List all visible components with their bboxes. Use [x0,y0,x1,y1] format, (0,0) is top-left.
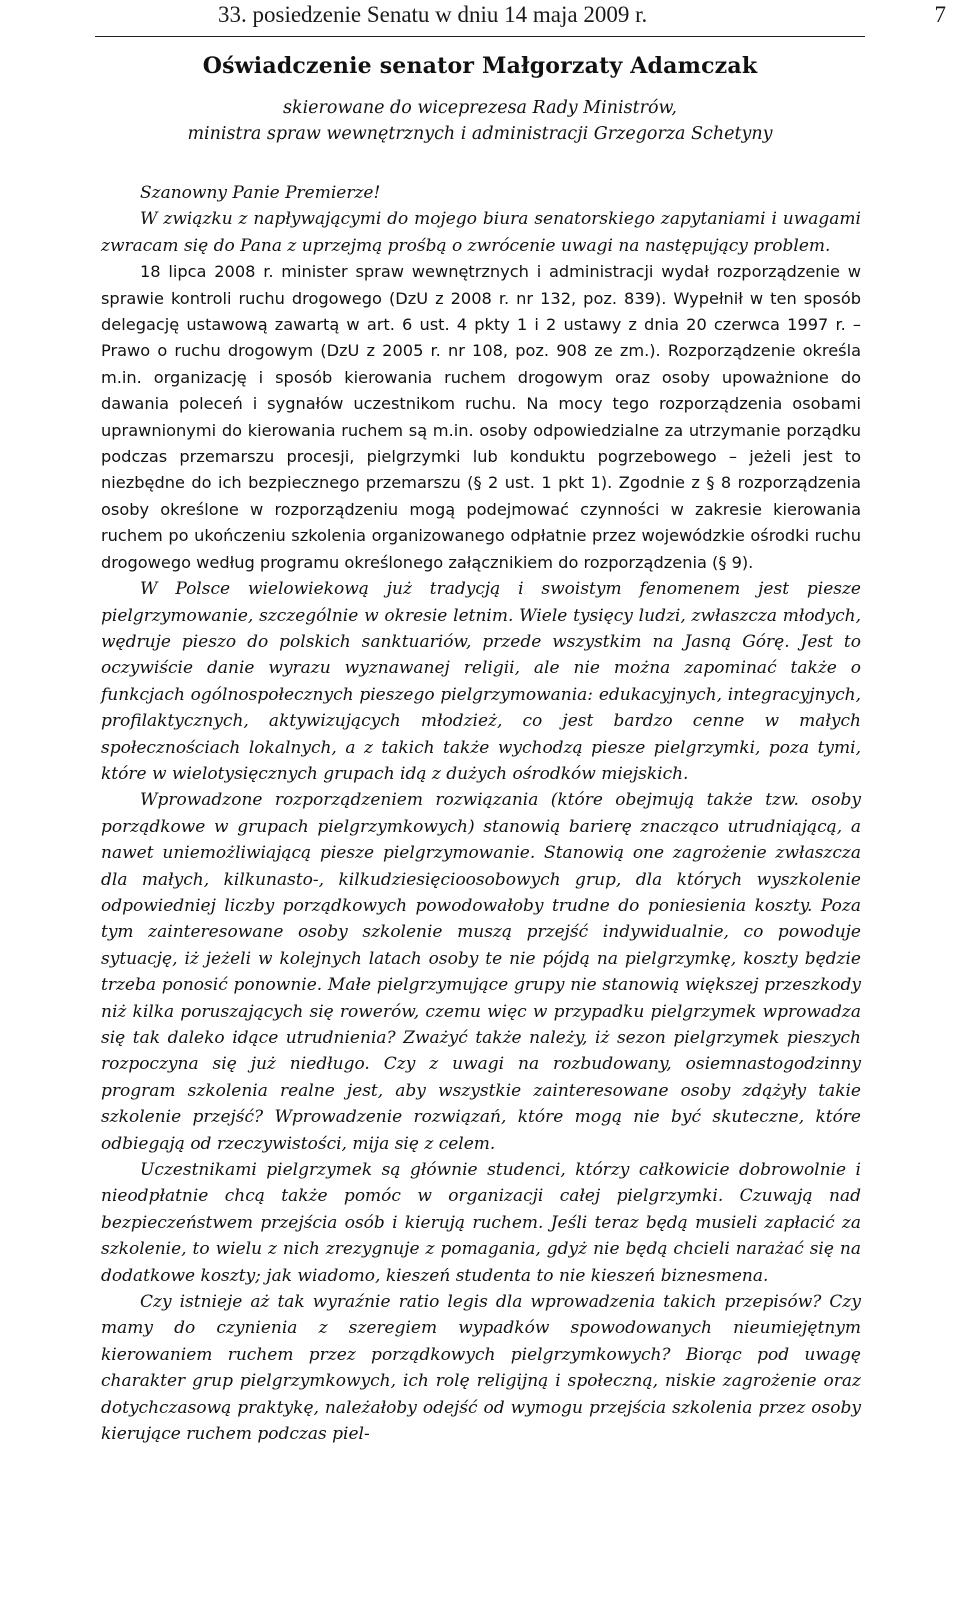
paragraph: W związku z napływającymi do mojego biura senatorskiego zapytaniami i uwagami zwracam się do Pana z uprzejmą prośbą o zwrócenie uwagi na następujący problem. [101,209,861,256]
paragraph: 18 lipca 2008 r. minister spraw wewnętrznych i administracji wydał rozporządzenie w sprawie kontroli ruchu drogowego (DzU z 2008 r. nr 132, poz. 839). Wypełnił w ten sposób delegację ustawową zawartą w art. 6 ust. 4 pkty 1 i 2 ustawy z dnia 20 czerwca 1997 r. – Prawo o ruchu drogowym (DzU z 2005 r. nr 108, poz. 908 ze zm.). Rozporządzenie określa m.in. organizację i sposób kierowania ruchem drogowym oraz osoby upoważnione do dawania poleceń i sygnałów uczestnikom ruchu. Na mocy tego rozporządzenia osobami uprawnionymi do kierowania ruchem są m.in. osoby odpowiedzialne za utrzymanie porządku podczas przemarszu procesji, pielgrzymki lub konduktu pogrzebowego – jeżeli jest to niezbędne do ich bezpiecznego przemarszu (§ 2 ust. 1 pkt 1). Zgodnie z § 8 rozporządzenia osoby określone w rozporządzeniu mogą podejmować czynności w zakresie kierowania ruchem po ukończeniu szkolenia organizowanego odpłatnie przez wojewódzkie ośrodki ruchu drogowego według programu określonego załącznikiem do rozporządzenia (§ 9). [101,262,861,572]
header-rule [95,36,865,37]
page-number: 7 [934,2,946,27]
statement-body [101,180,861,1448]
running-header [0,2,960,32]
paragraph: W Polsce wielowiekową już tradycją i swoistym fenomenem jest piesze pielgrzymowanie, szczególnie w okresie letnim. Wiele tysięcy ludzi, zwłaszcza młodych, wędruje pieszo do polskich sanktuariów, przede wszystkim na Jasną Górę. Jest to oczywiście danie wyrazu wyznawanej religii, ale nie można zapominać także o funkcjach ogólnospołecznych pieszego pielgrzymowania: edukacyjnych, integracyjnych, profilaktycznych, aktywizujących młodzież, co jest bardzo cenne w małych społecznościach lokalnych, a z takich także wychodzą piesze pielgrzymki, poza tymi, które w wielotysięcznych grupach idą z dużych ośrodków miejskich. [101,579,861,784]
paragraph: Wprowadzone rozporządzeniem rozwiązania (które obejmują także tzw. osoby porządkowe w grupach pielgrzymkowych) stanowią barierę znacząco utrudniającą, a nawet uniemożliwiającą piesze pielgrzymowanie. Stanowią one zagrożenie zwłaszcza dla małych, kilkunasto-, kilkudziesięcioosobowych grup, dla których wyszkolenie odpowiedniej liczby porządkowych powodowałoby trudne do poniesienia koszty. Poza tym zainteresowane osoby szkolenie muszą przejść indywidualnie, co powoduje sytuację, iż jeżeli w kolejnych latach osoby te nie pójdą na pielgrzymkę, koszty będzie trzeba ponosić ponownie. Małe pielgrzymujące grupy nie stanowią większej przeszkody niż kilka poruszających się rowerów, czemu więc w przypadku pielgrzymek wprowadza się tak daleko idące utrudnienia? Zważyć także należy, iż sezon pielgrzymek pieszych rozpoczyna się już niedługo. Czy z uwagi na rozbudowany, osiemnastogodzinny program szkolenia realne jest, aby wszystkie zainteresowane osoby zdążyły takie szkolenie przejść? Wprowadzenie rozwiązań, które mogą nie być skuteczne, które odbiegają od rzeczywistości, mija się z celem. [101,790,861,1154]
addressee-line-1: skierowane do wiceprezesa Rady Ministrów, [283,98,677,118]
running-title: 33. posiedzenie Senatu w dniu 14 maja 2009 r. [218,2,648,27]
addressee-line-2: ministra spraw wewnętrznych i administracji Grzegorza Schetyny [187,124,773,144]
statement-title: Oświadczenie senator Małgorzaty Adamczak [202,53,758,79]
statement-addressee [95,95,865,147]
salutation: Szanowny Panie Premierze! [140,183,381,203]
paragraph: Czy istnieje aż tak wyraźnie ratio legis dla wprowadzenia takich przepisów? Czy mamy do czynienia z szeregiem wypadków spowodowanych nieumiejętnym kierowaniem ruchem przez porządkowych pielgrzymkowych? Biorąc pod uwagę charakter grup pielgrzymkowych, ich rolę religijną i społeczną, niskie zagrożenie oraz dotychczasową praktykę, należałoby odejść od wymogu przejścia szkolenia przez osoby kierujące ruchem podczas piel- [101,1292,861,1445]
paragraph: Uczestnikami pielgrzymek są głównie studenci, którzy całkowicie dobrowolnie i nieodpłatnie chcą także pomóc w organizacji całej pielgrzymki. Czuwają nad bezpieczeństwem przejścia osób i kierują ruchem. Jeśli teraz będą musieli zapłacić za szkolenie, to wielu z nich zrezygnuje z pomagania, gdyż nie będą chcieli narażać się na dodatkowe koszty; jak wiadomo, kieszeń studenta to nie kieszeń biznesmena. [101,1160,861,1286]
